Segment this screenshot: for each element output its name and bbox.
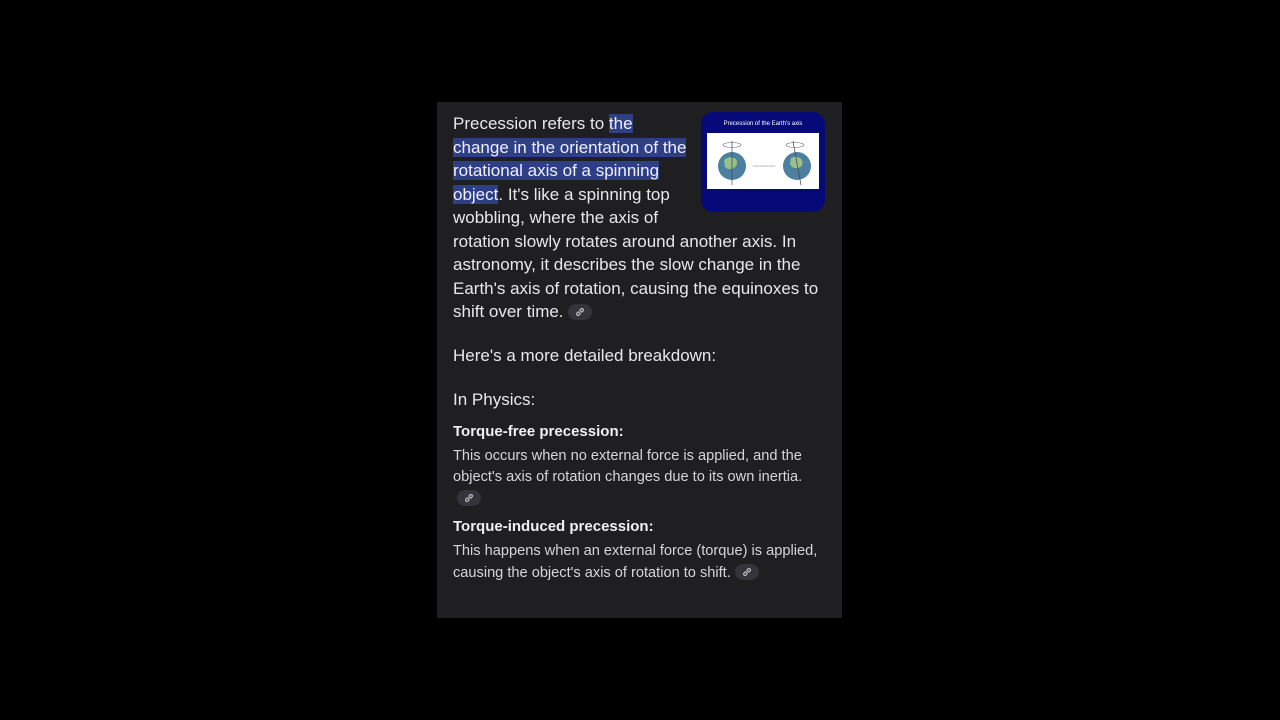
section-title: In Physics: [453, 389, 536, 409]
link-icon [575, 307, 585, 317]
description-text: This happens when an external force (torque) is applied, causing the object's axis of rotation to shift. [453, 543, 818, 581]
precession-thumbnail[interactable] [701, 112, 825, 212]
term-torque-induced: Torque-induced precession: [453, 518, 654, 535]
breakdown-intro: Here's a more detailed breakdown: [453, 345, 717, 365]
lead-suffix: . It's like a spinning top wobbling, where the axis of rotation slowly rotates around another axis. In astronomy, it describes the slow change in the Earth's axis of rotation, causing the equinoxes to shift over time. [453, 184, 819, 321]
link-icon [742, 567, 752, 577]
link-icon [464, 493, 474, 503]
citation-link[interactable] [568, 304, 592, 320]
term-torque-free: Torque-free precession: [453, 422, 624, 440]
description-torque-induced [453, 541, 825, 584]
citation-link[interactable] [457, 490, 481, 506]
thumbnail-title: Precession of the Earth's axis [723, 121, 803, 127]
description-text: This occurs when no external force is applied, and the object's axis of rotation changes due to its own inertia. [453, 447, 803, 485]
ai-answer-panel [437, 102, 842, 618]
lead-prefix: Precession refers to [453, 114, 609, 133]
description-torque-free [453, 446, 825, 511]
highlighted-definition[interactable]: the change in the orientation of the rotational axis of a spinning object [453, 114, 687, 204]
earth-axis-diagram [707, 133, 819, 189]
answer-content [453, 112, 825, 584]
citation-link[interactable] [735, 564, 759, 580]
